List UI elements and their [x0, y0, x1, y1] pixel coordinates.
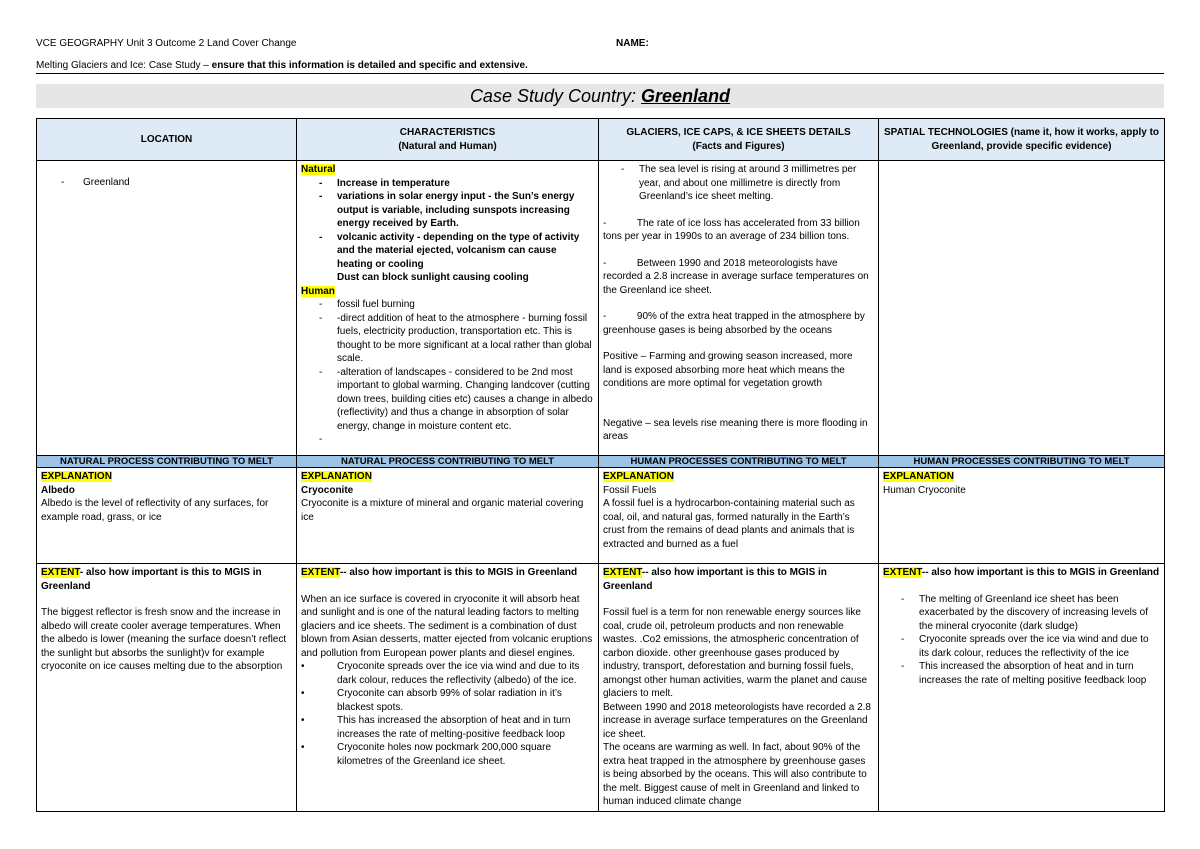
explanation-label: EXPLANATION [883, 471, 954, 482]
case-study-banner [36, 84, 1164, 108]
document-subtitle [36, 60, 1164, 71]
subtitle-text: Melting Glaciers and Ice: Case Study – [36, 60, 212, 71]
extent-text: Fossil fuel is a term for non renewable energy sources like coal, crude oil, petroleum products and non renewable wastes. .Co2 emissions, the atmospheric concentration of carbon dioxide. other greenhouse gases produced by industry, transport, deforestation and burning fossil fuels, amongst other human activities, warm the planet and cause glaciers to melt. [603, 607, 868, 699]
extent-row [37, 564, 1165, 812]
explanation-text: Albedo is the level of reflectivity of any surfaces, for example road, grass, or ice [41, 498, 269, 523]
glacier-fact: - 90% of the extra heat trapped in the atmosphere by greenhouse gases is being absorbed by the oceans [603, 311, 865, 336]
col-characteristics-header: CHARACTERISTICS (Natural and Human) [297, 119, 599, 161]
extent-cryoconite-cell [297, 564, 599, 812]
list-item: - Cryoconite spreads over the ice via wind and due to its dark colour, reduces the reflectivity of the ice [883, 633, 1160, 660]
list-item: - The melting of Greenland ice sheet has been exacerbated by the discovery of increasing levels of the mineral cryoconite (dark sludge) [883, 593, 1160, 634]
document-header [36, 38, 1164, 52]
bullet-item: • Cryoconite can absorb 99% of solar radiation in it’s blackest spots. [301, 687, 594, 714]
col-glaciers-header: GLACIERS, ICE CAPS, & ICE SHEETS DETAILS (Facts and Figures) [599, 119, 879, 161]
list-item: - This increased the absorption of heat and in turn increases the rate of melting positive feedback loop [883, 660, 1160, 687]
extent-human-cryoconite-cell [879, 564, 1165, 812]
explanation-label: EXPLANATION [603, 471, 674, 482]
extent-text: The oceans are warming as well. In fact, about 90% of the extra heat trapped in the atmosphere by greenhouse gases is being absorbed by the oceans. This will also contribute to the melt. Biggest cause of melt in Greenland and linked to human induced climate change [603, 742, 867, 807]
list-item: - volcanic activity - depending on the type of activity and the material ejected, volcanism can cause heating or cooling [301, 231, 594, 272]
list-item: - fossil fuel burning [301, 298, 594, 312]
extent-label: EXTENT [41, 567, 80, 578]
header-divider [36, 73, 1164, 74]
explanation-title: Albedo [41, 484, 75, 496]
subheader: NATURAL PROCESS CONTRIBUTING TO MELT [37, 456, 297, 468]
extent-list [883, 593, 1160, 688]
location-cell [37, 161, 297, 456]
extent-question: -- also how important is this to MGIS in Greenland [921, 567, 1160, 578]
explanation-title: Human Cryoconite [883, 484, 966, 496]
explanation-text: A fossil fuel is a hydrocarbon-containing material such as coal, oil, and natural gas, formed naturally in the Earth’s crust from the remains of dead plants and animals that is extracted and burned as a fuel [603, 498, 855, 550]
list-item: - variations in solar energy input - the Sun’s energy output is variable, including sunspots increasing energy received by Earth. [301, 190, 594, 231]
banner-prefix: Case Study Country: [469, 86, 642, 106]
extent-question: -- also how important is this to MGIS in Greenland [603, 567, 827, 592]
extent-question: -- also how important is this to MGIS in Greenland [339, 567, 578, 578]
list-item: - Increase in temperature [301, 177, 594, 191]
explanation-albedo-cell [37, 468, 297, 564]
extent-question: - also how important is this to MGIS in Greenland [41, 567, 262, 592]
extent-label: EXTENT [301, 567, 340, 578]
positive-impact: Positive – Farming and growing season increased, more land is exposed absorbing more heat which means the conditions are more optimal for vegetation growth [603, 351, 853, 389]
glaciers-cell [599, 161, 879, 456]
subheader: HUMAN PROCESSES CONTRIBUTING TO MELT [879, 456, 1165, 468]
bullet-item: • This has increased the absorption of heat and in turn increases the rate of melting-positive feedback loop [301, 714, 594, 741]
bullet-item: • Cryoconite holes now pockmark 200,000 square kilometres of the Greenland ice sheet. [301, 741, 594, 768]
extent-albedo-cell [37, 564, 297, 812]
list-item: - -alteration of landscapes - considered to be 2nd most important to global warming. Changing landcover (cutting down trees, building cities etc) causes a change in albedo (reflectivity) and thus a change in absorption of solar energy, change in moisture content etc. [301, 366, 594, 434]
glacier-fact: - The rate of ice loss has accelerated from 33 billion tons per year in 1990s to an average of 234 billion tons. [603, 217, 860, 242]
banner-country: Greenland [641, 86, 731, 106]
case-study-table [36, 118, 1165, 812]
course-title: VCE GEOGRAPHY Unit 3 Outcome 2 Land Cover Change [36, 38, 297, 49]
subheader: NATURAL PROCESS CONTRIBUTING TO MELT [297, 456, 599, 468]
explanation-human-cryoconite-cell [879, 468, 1165, 564]
location-item: - Greenland [61, 176, 292, 190]
spatial-cell [879, 161, 1165, 456]
bullet-item: • Cryoconite spreads over the ice via wind and due to its dark colour, reduces the reflectivity (albedo) of the ice. [301, 660, 594, 687]
process-header-row [37, 456, 1165, 468]
explanation-text: Cryoconite is a mixture of mineral and organic material covering ice [301, 498, 584, 523]
characteristics-cell [297, 161, 599, 456]
list-item: - The sea level is rising at around 3 millimetres per year, and about one millimetre is directly from Greenland’s ice sheet melting. [603, 163, 874, 204]
list-item: - -direct addition of heat to the atmosphere - burning fossil fuels, electricity production, transportation etc. This is thought to be more significant at a local rather than global scale. [301, 312, 594, 366]
subheader: HUMAN PROCESSES CONTRIBUTING TO MELT [599, 456, 879, 468]
natural-label: Natural [301, 164, 336, 175]
explanation-label: EXPLANATION [301, 471, 372, 482]
list-item [301, 433, 594, 447]
explanation-title: Fossil Fuels [603, 484, 657, 496]
extent-text: The biggest reflector is fresh snow and the increase in albedo will create cooler average temperatures. When the albedo is lower (meaning the surface doesn’t reflect the sunlight but absorbs the sunlight)v for example cryoconite on ice causes melting due to the absorption [41, 607, 287, 672]
explanation-fossil-cell [599, 468, 879, 564]
explanation-label: EXPLANATION [41, 471, 112, 482]
extent-label: EXTENT [603, 567, 642, 578]
human-list [301, 298, 594, 447]
extent-label: EXTENT [883, 567, 922, 578]
extent-text: When an ice surface is covered in cryoconite it will absorb heat and sunlight and is one of the natural leading factors to melting glaciers and ice sheets. The sediment is a combination of dust blown from Asian desserts, matter ejected from volcanic eruptions and pollution from European power plants and diesel engines. [301, 593, 593, 659]
human-label: Human [301, 285, 335, 297]
column-header-row [37, 119, 1165, 161]
subtitle-emphasis: ensure that this information is detailed and specific and extensive. [211, 60, 528, 71]
glacier-fact: - Between 1990 and 2018 meteorologists have recorded a 2.8 increase in average surface temperatures on the Greenland ice sheet. [603, 257, 869, 296]
extent-text: Between 1990 and 2018 meteorologists have recorded a 2.8 increase in average surface temperatures on the Greenland ice sheet. [603, 701, 871, 740]
explanation-row [37, 468, 1165, 564]
name-label: NAME: [616, 38, 649, 49]
explanation-title: Cryoconite [301, 484, 354, 496]
explanation-cryoconite-cell [297, 468, 599, 564]
negative-impact: Negative – sea levels rise meaning there is more flooding in areas [603, 417, 868, 442]
natural-extra: Dust can block sunlight causing cooling [337, 272, 529, 283]
extent-fossil-cell [599, 564, 879, 812]
glaciers-list [603, 163, 874, 204]
col-spatial-header: SPATIAL TECHNOLOGIES (name it, how it works, apply to Greenland, provide specific evidence) [879, 119, 1165, 161]
overview-row [37, 161, 1165, 456]
natural-list [301, 177, 594, 272]
col-location-header: LOCATION [37, 119, 297, 161]
